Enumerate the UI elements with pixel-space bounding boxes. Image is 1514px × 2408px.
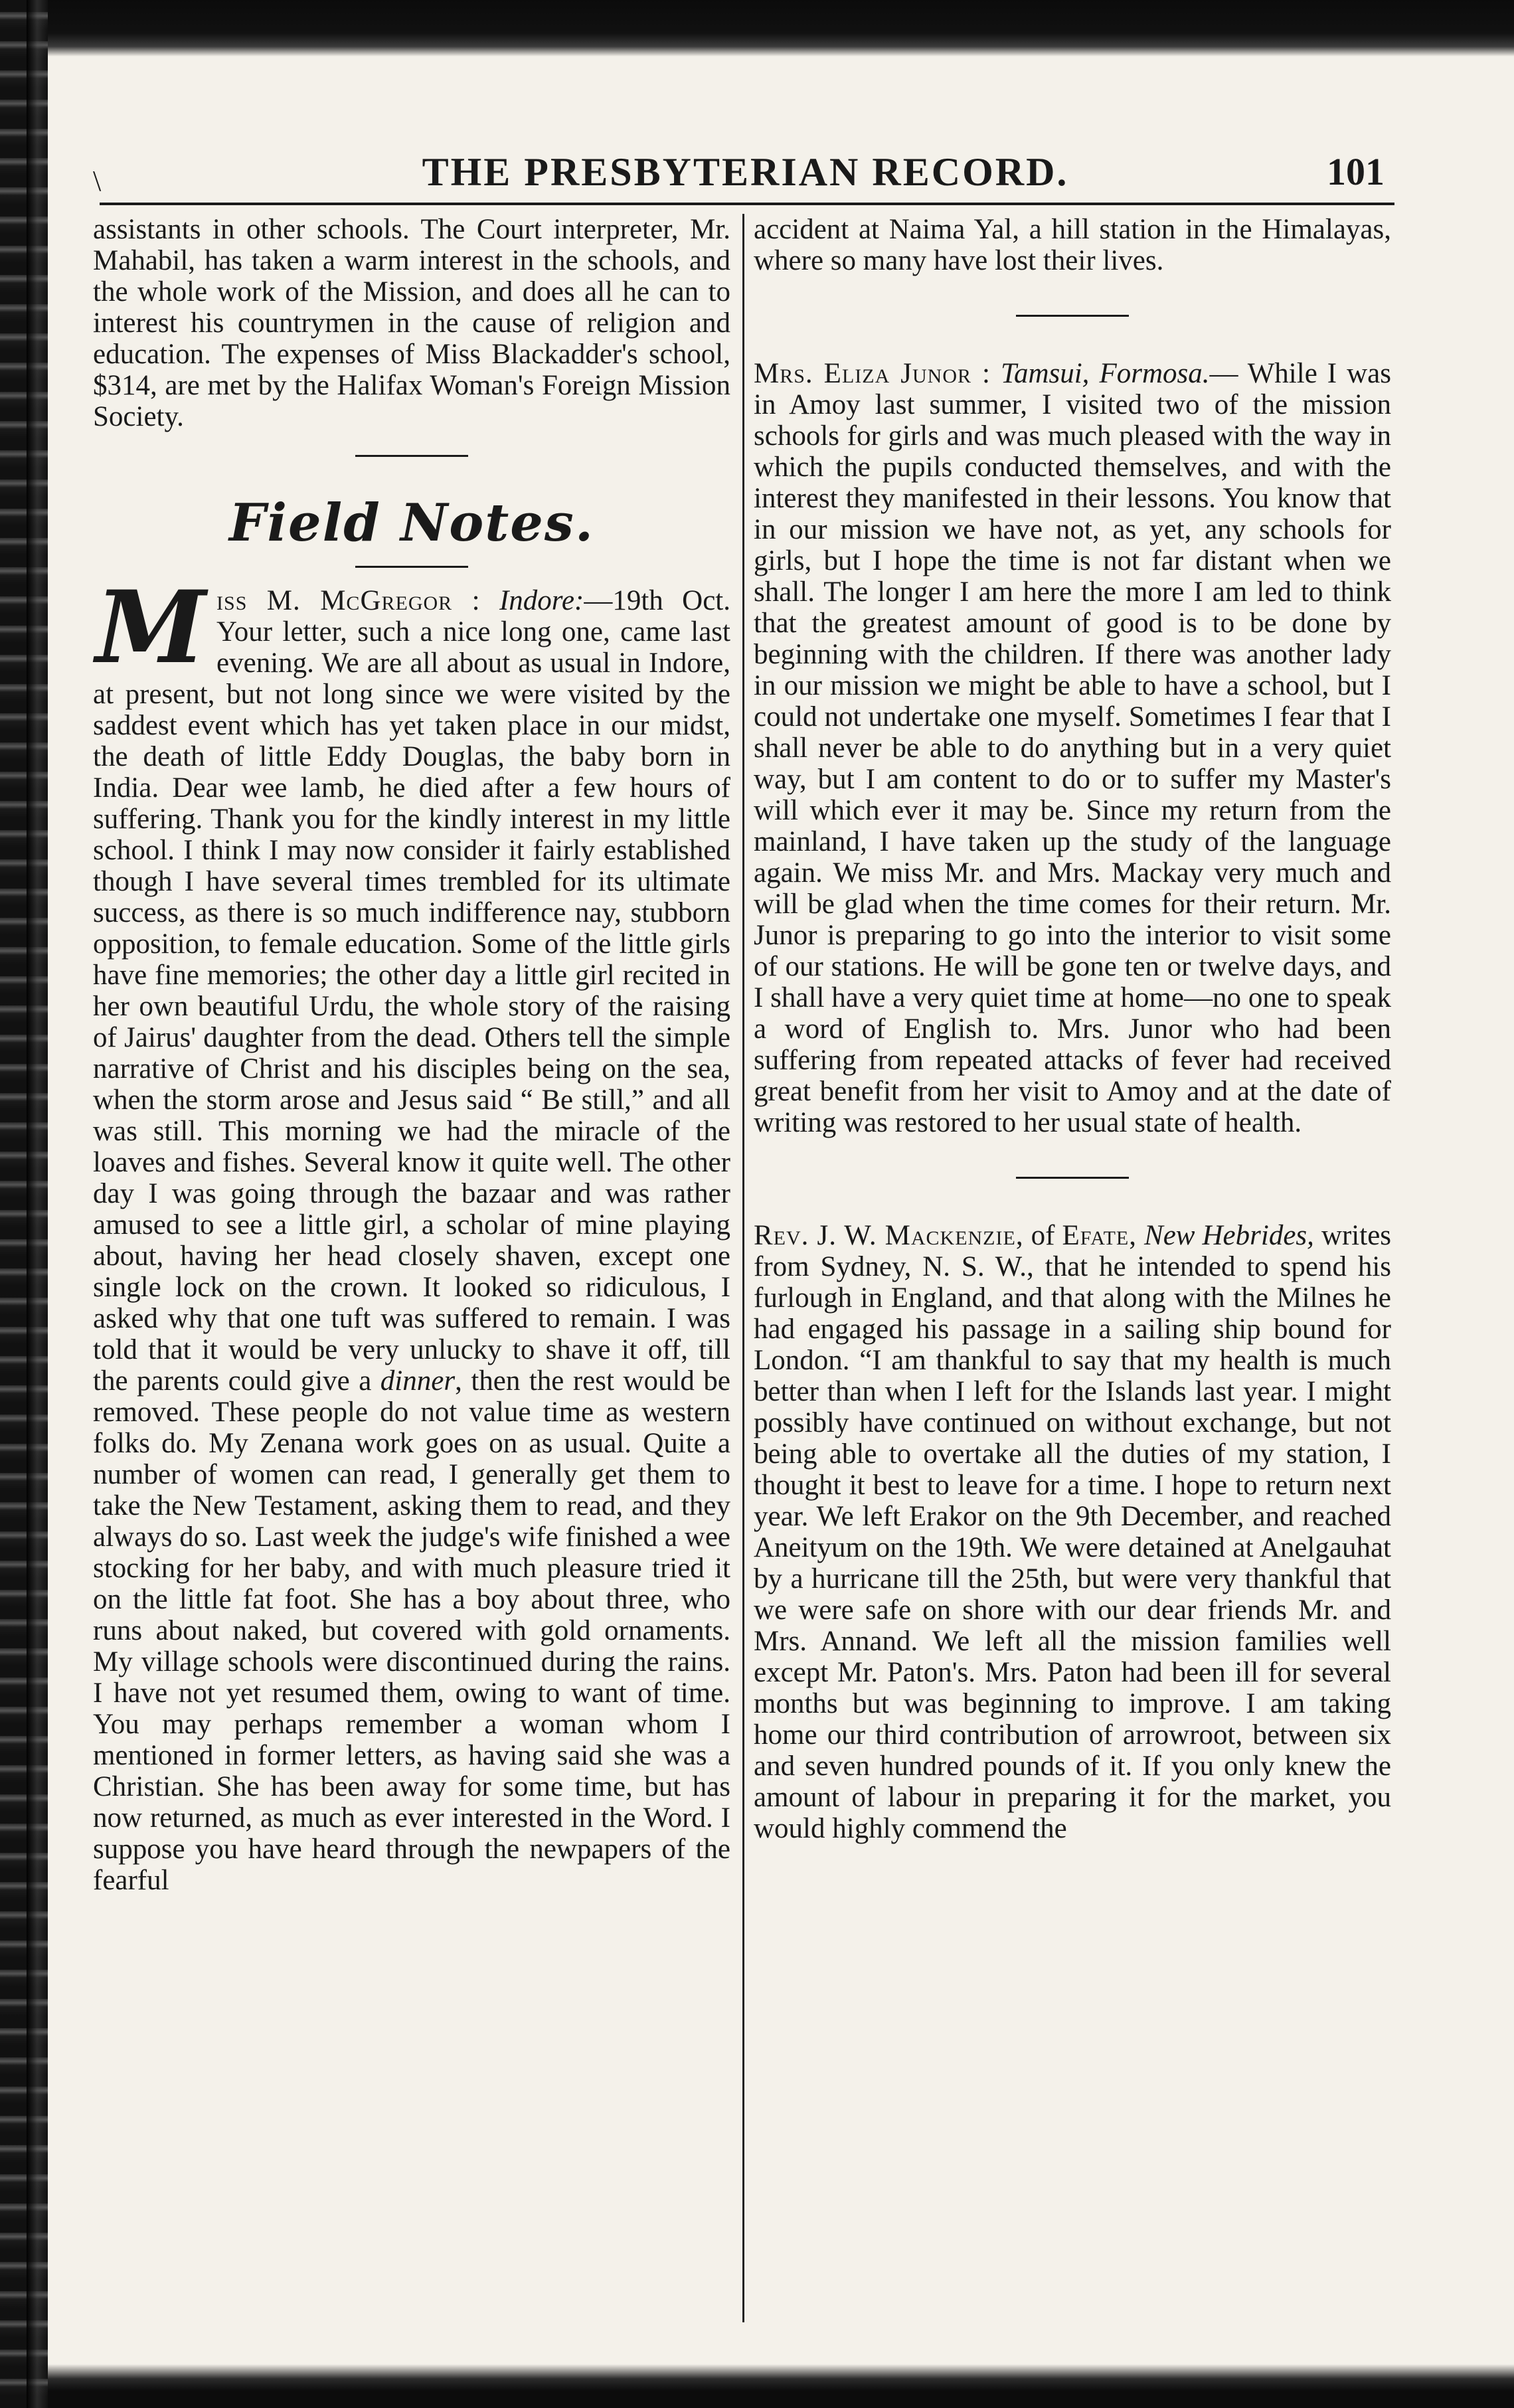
letter-date: —19th Oct. — [584, 585, 730, 616]
header-rule — [100, 203, 1394, 205]
letter-author: Mrs. Eliza Junor : — [754, 358, 991, 389]
letter-of: of — [1031, 1220, 1055, 1251]
separator-rule-1 — [1016, 315, 1129, 317]
letter-dash: — — [1209, 358, 1238, 389]
intro-paragraph: assistants in other schools. The Court interpreter, Mr. Mahabil, has taken a warm interest in the schools, and the whole work of the Mission, and does all he can to interest his countrymen in the cause of religion and education. The expenses of Miss Blackadder's school, $314, are met by the Halifax Woman's Foreign Mission Society. — [93, 214, 730, 432]
separator-rule-2 — [1016, 1177, 1129, 1179]
continuation-paragraph: accident at Naima Yal, a hill station in the Himalayas, where so many have lost their lives. — [754, 214, 1391, 276]
column-divider — [742, 214, 744, 2322]
scan-border-bottom — [48, 2364, 1514, 2408]
letter-mackenzie — [754, 1220, 1391, 1844]
section-rule-top — [355, 455, 468, 457]
letter-place-italic: New Hebrides, — [1144, 1220, 1314, 1251]
letter-author: iss M. McGregor : — [216, 585, 481, 616]
section-heading: Field Notes. — [228, 493, 594, 553]
left-column — [93, 214, 730, 1896]
page-title: THE PRESBYTERIAN RECORD. — [422, 150, 1069, 194]
letter-body: While I was in Amoy last summer, I visited two of the mission schools for girls and was much pleased with the way in which the pupils conducted themselves, and with the interest they manifested in their lessons. You know that in our mission we have not, as yet, any schools for girls, but I hope the time is not far distant when we shall. The longer I am here the more I am led to think that the greatest amount of good is to be done by beginning with the children. If there was another lady in our mission we might be able to have a school, but I could not undertake one myself. Sometimes I fear that I shall never be able to do anything but in a very quiet way, but I am content to do or to suffer my Master's will which ever it may be. Since my return from the mainland, I have taken up the study of the language again. We miss Mr. and Mrs. Mackay very much and will be glad when the time comes for their return. Mr. Junor is preparing to go into the interior to visit some of our stations. He will be gone ten or twelve days, and I shall have a very quiet time at home—no one to speak a word of English to. Mrs. Junor who had been suffering from repeated attacks of fever had received great benefit from her visit to Amoy and at the date of writing was restored to her usual state of health. — [754, 358, 1391, 1138]
letter-author: Rev. J. W. Mackenzie, — [754, 1220, 1024, 1251]
drop-cap: M — [96, 569, 207, 686]
scan-border-left — [0, 0, 48, 2408]
letter-body: writes from Sydney, N. S. W., that he intended to spend his furlough in England, and that along with the Milnes he had engaged his passage in a sailing ship bound for London. “I am thankful to say that my health is much better than when I left for the Islands last year. I might possibly have continued on without exchange, but not being able to overtake all the duties of my station, I thought it best to leave for a time. I hope to return next year. We left Erakor on the 9th December, and reached Aneityum on the 19th. We were detained at Anelgauhat by a hurricane till the 25th, but were very thankful that we were safe on shore with our dear friends Mr. and Mrs. Annand. We left all the mission families well except Mr. Paton's. Mrs. Paton had been ill for several months but was beginning to improve. I am taking home our third contribution of arrowroot, between six and seven hundred pounds of it. If you only knew the amount of labour in preparing it for the market, you would highly commend the — [754, 1220, 1392, 1844]
letter-place-sc: Efate, — [1062, 1220, 1137, 1251]
right-column — [754, 214, 1391, 1844]
letter-emphasis: dinner — [380, 1365, 456, 1397]
letter-body-part1: Your letter, such a nice long one, came last evening. We are all about as usual in Indore, at present, but not long since we were visited by the saddest event which has yet taken place in our midst, the death of little Eddy Douglas, the baby born in India. Dear wee lamb, he died after a few hours of suffering. Thank you for the kindly interest in my little school. I think I may now consider it fairly established though I have several times trembled for its ultimate success, as there is so much indifference nay, stubborn opposition, to female education. Some of the little girls have fine memories; the other day a little girl recited in her own beautiful Urdu, the whole story of the raising of Jairus' daughter from the dead. Others tell the simple narrative of Christ and his disciples being on the sea, when the storm arose and Jesus said “ Be still,” and all was still. This morning we had the miracle of the loaves and fishes. Several know it quite well. The other day I was going through the bazaar and was rather amused to see a little girl, a scholar of mine playing about, having her head closely shaven, except one single lock on the crown. It looked so ridiculous, I asked why that one tuft was suffered to remain. I was told that it would be very unlucky to shave it off, till the parents could give a — [93, 616, 730, 1397]
letter-place: Tamsui, Formosa. — [1000, 358, 1210, 389]
letter-body-part2: , then the rest would be removed. These people do not value time as western folks do. My Zenana work goes on as usual. Quite a number of women can read, I generally get them to take the New Testament, asking them to read, and they always do so. Last week the judge's wife finished a wee stocking for her baby, and with much pleasure tried it on the little fat foot. She has a boy about three, who runs about naked, but covered with gold ornaments. My village schools were discontinued during the rains. I have not yet resumed them, owing to want of time. You may perhaps remember a woman whom I mentioned in former letters, as having said she was a Christian. She has been away for some time, but has now returned, as much as ever interested in the Word. I suppose you have heard through the newpapers of the fearful — [93, 1365, 730, 1896]
header-mark: \ — [93, 165, 102, 197]
section-rule-bottom — [355, 566, 468, 568]
page-number: 101 — [1327, 150, 1385, 193]
letter-place: Indore: — [499, 585, 584, 616]
page-header — [93, 136, 1398, 203]
scan-border-top — [0, 0, 1514, 56]
letter-mcgregor — [93, 569, 730, 1896]
letter-junor — [754, 358, 1391, 1138]
